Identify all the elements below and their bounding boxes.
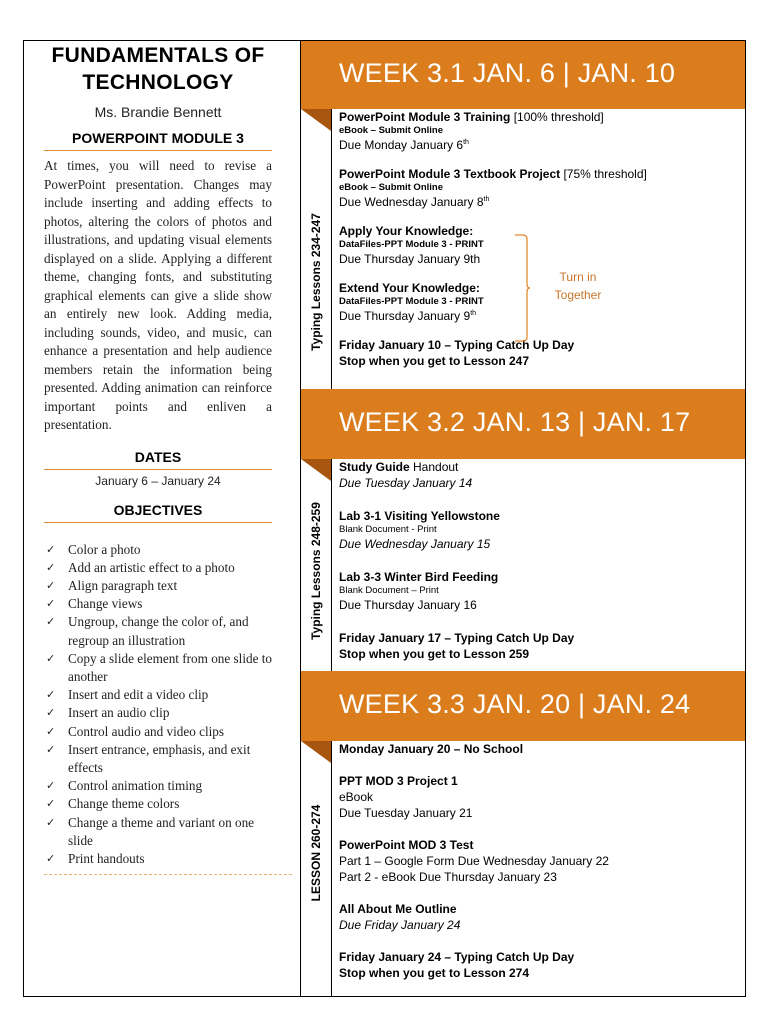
test-part-2: Part 2 - eBook Due Thursday January 23 bbox=[339, 870, 557, 884]
week-title-1: WEEK 3.1 JAN. 6 | JAN. 10 bbox=[339, 58, 676, 88]
assignment-subtitle: eBook – Submit Online bbox=[339, 125, 443, 136]
due-date bbox=[339, 194, 739, 210]
week3-column-line bbox=[331, 741, 332, 996]
assignment-title: All About Me Outline bbox=[339, 902, 457, 916]
assignment-title: PowerPoint MOD 3 Test bbox=[339, 838, 474, 852]
objective-item bbox=[44, 650, 272, 686]
assignment-title: PPT MOD 3 Project 1 bbox=[339, 774, 458, 788]
typing-lessons-label-1: Typing Lessons 234-247 bbox=[309, 213, 323, 351]
corner-flag-icon bbox=[301, 741, 331, 763]
corner-flag-icon bbox=[301, 109, 331, 131]
due-date bbox=[339, 308, 739, 324]
objective-text: Color a photo bbox=[68, 541, 141, 557]
objective-text: Ungroup, change the color of, and regroup an illustration bbox=[68, 614, 249, 648]
due-date bbox=[339, 137, 739, 153]
ordinal-suffix: th bbox=[463, 139, 469, 146]
objective-item bbox=[44, 795, 272, 813]
right-brace-icon bbox=[514, 234, 530, 342]
turn-in-line2: Together bbox=[554, 288, 602, 302]
objective-item bbox=[44, 777, 272, 795]
due-date: Due Tuesday January 14 bbox=[339, 476, 473, 490]
assignment-subtitle: eBook bbox=[339, 790, 374, 804]
objective-text: Control animation timing bbox=[68, 778, 203, 794]
week1-content bbox=[339, 109, 739, 382]
checkmark-icon: ✓ bbox=[46, 615, 56, 629]
friday-stop-note: Stop when you get to Lesson 259 bbox=[339, 647, 530, 661]
assignment-subtitle: DataFiles-PPT Module 3 - PRINT bbox=[339, 239, 484, 250]
week2-content bbox=[339, 459, 739, 675]
due-date: Due Friday January 24 bbox=[339, 918, 461, 932]
assignment-subtitle: DataFiles-PPT Module 3 - PRINT bbox=[339, 296, 484, 307]
assignment-title bbox=[339, 459, 739, 475]
checkmark-icon: ✓ bbox=[46, 578, 56, 592]
week-title-2: WEEK 3.2 JAN. 13 | JAN. 17 bbox=[339, 407, 691, 437]
assignment-name: PowerPoint Module 3 Textbook Project bbox=[339, 167, 561, 181]
ordinal-suffix: th bbox=[483, 196, 490, 203]
checkmark-icon: ✓ bbox=[46, 688, 56, 702]
week2-column-line bbox=[331, 459, 332, 671]
checkmark-icon: ✓ bbox=[46, 542, 56, 556]
teacher-name: Ms. Brandie Bennett bbox=[94, 104, 222, 120]
objective-text: Print handouts bbox=[68, 850, 145, 866]
typing-lessons-label-2: Typing Lessons 248-259 bbox=[309, 502, 323, 640]
assignment-title: Apply Your Knowledge: bbox=[339, 224, 474, 238]
checkmark-icon: ✓ bbox=[46, 797, 56, 811]
due-text: Due Thursday January 9 bbox=[339, 309, 471, 323]
lesson-label-3: LESSON 260-274 bbox=[309, 804, 323, 902]
checkmark-icon: ✓ bbox=[46, 851, 56, 865]
week3-content bbox=[339, 741, 739, 994]
objective-item bbox=[44, 850, 272, 868]
objective-text: Change theme colors bbox=[68, 796, 180, 812]
assignment-type: Handout bbox=[409, 460, 459, 474]
corner-flag-icon bbox=[301, 459, 331, 481]
due-text: Due Wednesday January 8 bbox=[339, 195, 484, 209]
checkmark-icon: ✓ bbox=[46, 815, 56, 829]
objective-item bbox=[44, 595, 272, 613]
course-title bbox=[44, 42, 272, 96]
assignment-name: PowerPoint Module 3 Training bbox=[339, 110, 511, 124]
due-text: Due Monday January 6 bbox=[339, 138, 464, 152]
objective-text: Add an artistic effect to a photo bbox=[68, 559, 235, 575]
objective-item bbox=[44, 704, 272, 722]
objective-item bbox=[44, 541, 272, 559]
course-title-line2: TECHNOLOGY bbox=[82, 71, 234, 94]
dates-value: January 6 – January 24 bbox=[95, 473, 221, 488]
objective-text: Insert an audio clip bbox=[68, 705, 170, 721]
objective-item bbox=[44, 613, 272, 649]
threshold-label: [100% threshold] bbox=[510, 110, 604, 124]
objective-item bbox=[44, 559, 272, 577]
objective-item bbox=[44, 741, 272, 777]
turn-in-together-note bbox=[541, 268, 615, 304]
objectives-list bbox=[44, 541, 272, 869]
left-column bbox=[44, 42, 272, 875]
assignment-name: Study Guide bbox=[339, 460, 410, 474]
checkmark-icon: ✓ bbox=[46, 779, 56, 793]
due-date: Due Thursday January 16 bbox=[339, 598, 477, 612]
assignment-title: Lab 3-3 Winter Bird Feeding bbox=[339, 570, 499, 584]
objective-item bbox=[44, 577, 272, 595]
turn-in-line1: Turn in bbox=[559, 270, 597, 284]
assignment-title bbox=[339, 109, 739, 125]
checkmark-icon: ✓ bbox=[46, 706, 56, 720]
week-title-3: WEEK 3.3 JAN. 20 | JAN. 24 bbox=[339, 689, 691, 719]
friday-note: Friday January 17 – Typing Catch Up Day bbox=[339, 631, 575, 645]
objective-text: Align paragraph text bbox=[68, 577, 178, 593]
assignment-title bbox=[339, 166, 739, 182]
checkmark-icon: ✓ bbox=[46, 742, 56, 756]
threshold-label: [75% threshold] bbox=[560, 167, 647, 181]
module-intro: At times, you will need to revise a PowerPoint presentation. Changes may include inserting and adding effects to photos, altering the colors of photos and illustrations, and updating visual elements displayed on a slide. Applying a different theme, changing fonts, and substituting graphical elements can give a slide show an entirely new look. Adding media, including sounds, video, and music, can enhance a presentation and help audience members retain the information being presented. Adding animation can reinforce important points and enliven a presentation. bbox=[44, 158, 272, 432]
module-heading: POWERPOINT MODULE 3 bbox=[44, 130, 272, 151]
objective-item bbox=[44, 814, 272, 850]
assignment-title: Extend Your Knowledge: bbox=[339, 281, 480, 295]
dashed-divider bbox=[44, 874, 292, 875]
objective-item bbox=[44, 723, 272, 741]
objective-text: Copy a slide element from one slide to another bbox=[68, 650, 272, 684]
assignment-subtitle: eBook – Submit Online bbox=[339, 182, 443, 193]
friday-stop-note: Stop when you get to Lesson 247 bbox=[339, 354, 530, 368]
course-title-line1: FUNDAMENTALS OF bbox=[51, 44, 265, 67]
assignment-subtitle: Blank Document - Print bbox=[339, 524, 437, 535]
column-divider bbox=[300, 40, 301, 997]
dates-heading: DATES bbox=[44, 449, 272, 470]
due-date: Due Thursday January 9th bbox=[339, 252, 481, 266]
ordinal-suffix: th bbox=[470, 310, 477, 317]
objective-text: Change views bbox=[68, 596, 143, 612]
objective-text: Insert entrance, emphasis, and exit effects bbox=[68, 741, 251, 775]
checkmark-icon: ✓ bbox=[46, 560, 56, 574]
no-school-note: Monday January 20 – No School bbox=[339, 742, 524, 756]
due-date: Due Tuesday January 21 bbox=[339, 806, 473, 820]
objective-text: Control audio and video clips bbox=[68, 723, 225, 739]
objective-text: Insert and edit a video clip bbox=[68, 687, 209, 703]
checkmark-icon: ✓ bbox=[46, 597, 56, 611]
objectives-heading: OBJECTIVES bbox=[44, 502, 272, 523]
friday-note: Friday January 10 – Typing Catch Up Day bbox=[339, 338, 575, 352]
due-date: Due Wednesday January 15 bbox=[339, 537, 491, 551]
assignment-title: Lab 3-1 Visiting Yellowstone bbox=[339, 509, 500, 523]
objective-text: Change a theme and variant on one slide bbox=[68, 814, 255, 848]
week1-column-line bbox=[331, 109, 332, 389]
objective-item bbox=[44, 686, 272, 704]
friday-stop-note: Stop when you get to Lesson 274 bbox=[339, 966, 530, 980]
test-part-1: Part 1 – Google Form Due Wednesday January 22 bbox=[339, 854, 609, 868]
friday-note: Friday January 24 – Typing Catch Up Day bbox=[339, 950, 575, 964]
assignment-subtitle: Blank Document – Print bbox=[339, 585, 439, 596]
checkmark-icon: ✓ bbox=[46, 651, 56, 665]
checkmark-icon: ✓ bbox=[46, 724, 56, 738]
